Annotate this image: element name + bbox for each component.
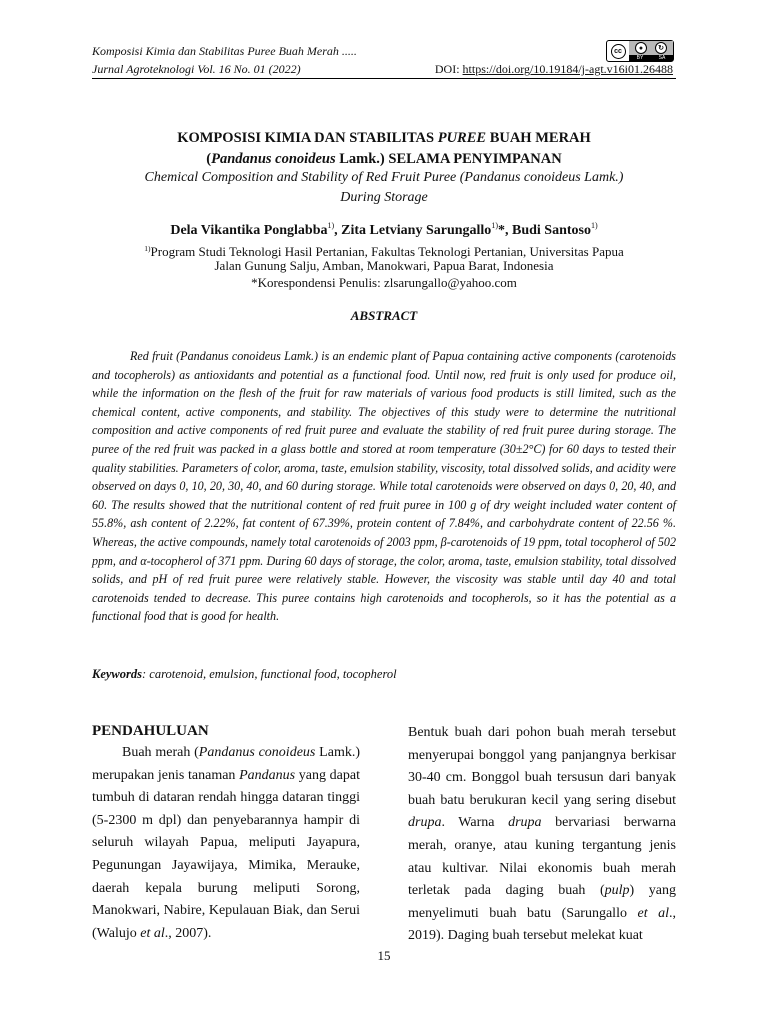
license-by-text: BY [636,55,644,61]
doi-link[interactable]: https://doi.org/10.19184/j-agt.v16i01.26488 [462,62,673,76]
paper-title-line-1: KOMPOSISI KIMIA DAN STABILITAS PUREE BUAH MERAH [177,130,591,146]
keywords [92,666,676,682]
journal-info: Jurnal Agroteknologi Vol. 16 No. 01 (2022) [92,62,301,76]
author-list: Dela Vikantika Ponglabba$^{1)}$, Zita Letviany Sarungallo$^{1)}$*, Budi Santoso$^{1)}$ [170,221,598,238]
author-1: Dela Vikantika Ponglabba [170,223,328,238]
abstract-heading: ABSTRACT [350,308,418,323]
author-3: Budi Santoso [511,223,591,238]
english-title-line-2: During Storage [340,190,428,205]
author-2: Zita Letviany Sarungallo [341,223,492,238]
cc-license-badge[interactable] [606,40,674,62]
section-heading: PENDAHULUAN [92,723,209,739]
keywords-label: Keywords [92,667,142,681]
paragraph: Bentuk buah dari pohon buah merah tersebut menyerupai bonggol yang panjangnya berkisar 30-40 cm. Bonggol buah tersusun dari banyak buah batu berukuran kecil yang sering disebut drupa. Warna drupa bervariasi berwarna merah, oranye, atau kuning tergantung jenis atau kultivar. Nilai ekonomis buah merah terletak pada daging buah (pulp) yang menyelimuti buah batu (Sarungallo et al., 2019). Daging buah tersebut melekat kuat [408,725,676,944]
license-sa-text: SA [658,55,666,61]
keywords-text: : carotenoid, emulsion, functional food, tocopherol [142,667,397,681]
right-column [408,722,676,948]
attribution-icon: ● [635,42,647,54]
cc-logo-icon: cc [607,41,629,61]
paragraph: Buah merah (Pandanus conoideus Lamk.) merupakan jenis tanaman Pandanus yang dapat tumbuh di dataran rendah hingga dataran tinggi (5-2300 m dpl) dan penyebarannya hampir di seluruh wilayah Papua, meliputi Jayapura, Pegunungan Jayawijaya, Mimika, Merauke, daerah kepala burung meliputi Sorong, Manokwari, Nabire, Kepulauan Biak, dan Serui (Walujo et al., 2007). [92,745,361,941]
english-title-line-1: Chemical Composition and Stability of Red Fruit Puree (Pandanus conoideus Lamk.) [144,170,624,185]
page-number: 15 [377,948,391,963]
abstract-text: Red fruit (Pandanus conoideus Lamk.) is an endemic plant of Papua containing active components (carotenoids and tocopherols) as antioxidants and potential as a functional food. Until now, red fruit is only used for produce oil, while the information on the flesh of the fruit for raw materials of various food products is still limited, such as the chemical content, active components, and stability. The objectives of this study were to determine the nutritional composition and active components of red fruit puree and evaluate the stability of red fruit puree during storage. The puree of the red fruit was packed in a glass bottle and stored at room temperature (30±2°C) for 60 days to tested their quality stabilities. Parameters of color, aroma, taste, emulsion stability, viscosity, total dissolved solids, and acidity were observed on days 0, 10, 20, 30, 40, and 60 during storage. While total carotenoids were observed on days 0, 20, 40, and 60. The results showed that the nutritional content of red fruit puree in 100 g of dry weight included water content of 55.8%, ash content of 2.22%, fat content of 67.39%, protein content of 7.84%, and carbohydrate content of 22.56 %. Whereas, the active compounds, namely total carotenoids of 2003 ppm, β-carotenoids of 19 ppm, total tocopherol of 502 ppm, and α-tocopherol of 371 ppm. During 60 days of storage, the color, aroma, taste, emulsion stability, total dissolved solids, and pH of red fruit puree were relatively stable. However, the viscosity was stable until day 40 and total carotenoids tended to decrease. This puree contains high carotenoids and tocopherols, so it has the potential as a functional food that is good for health. [92,349,676,624]
doi-line [435,62,673,76]
affiliation-line-1: $^{1)}$Program Studi Teknologi Hasil Pertanian, Fakultas Teknologi Pertanian, Universitas Papua [144,244,624,259]
affiliation-line-2: Jalan Gunung Salju, Amban, Manokwari, Papua Barat, Indonesia [214,258,554,273]
running-title: Komposisi Kimia dan Stabilitas Puree Buah Merah ..... [92,44,357,58]
header-rule [92,78,676,79]
left-column [92,720,360,945]
doi-label: DOI: [434,62,463,76]
paper-title-line-2: (Pandanus conoideus Lamk.) SELAMA PENYIMPANAN [206,151,562,167]
correspondence-line: *Korespondensi Penulis: zlsarungallo@yahoo.com [251,275,517,290]
share-alike-icon: ↻ [655,42,667,54]
